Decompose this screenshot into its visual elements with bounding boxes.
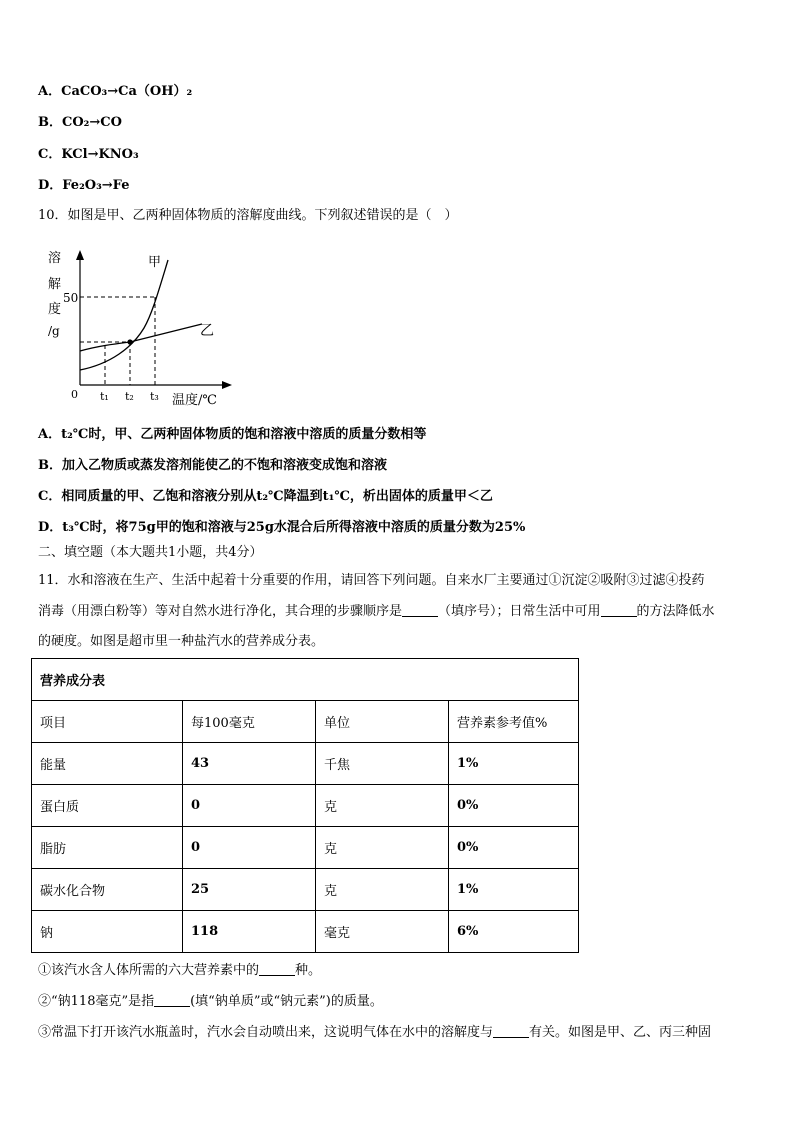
- table-cell: 6%: [449, 911, 579, 953]
- header-cell: 每100毫克: [183, 701, 316, 743]
- sub-question-text: ③常温下打开该汽水瓶盖时，汽水会自动喷出来，这说明气体在水中的溶解度与: [38, 1025, 494, 1040]
- q10-stem: 10．如图是甲、乙两种固体物质的溶解度曲线。下列叙述错误的是（ ）: [38, 208, 458, 223]
- table-cell: 蛋白质: [32, 785, 183, 827]
- q10-option-a: A．t₂℃时，甲、乙两种固体物质的饱和溶液中溶质的质量分数相等: [38, 427, 427, 442]
- x-axis-arrow: [222, 381, 232, 389]
- table-cell: 1%: [449, 869, 579, 911]
- x-tick-t3: t₃: [150, 390, 159, 403]
- option-label: C．: [38, 147, 62, 162]
- sub-question-text: ①该汽水含人体所需的六大营养素中的: [38, 963, 260, 978]
- y-label-2: 解: [48, 277, 62, 292]
- answer-blank[interactable]: [402, 603, 438, 617]
- answer-blank[interactable]: [154, 993, 190, 1007]
- x-tick-t1: t₁: [100, 390, 109, 403]
- q10-option-b: B．加入乙物质或蒸发溶剂能使乙的不饱和溶液变成饱和溶液: [38, 458, 387, 473]
- q9-option-d: [38, 176, 129, 196]
- nutrition-table: [31, 658, 579, 953]
- x-tick-t2: t₂: [125, 390, 134, 403]
- q11-text: （填序号）；日常生活中可用: [438, 604, 601, 619]
- q11-text: 的方法降低水: [636, 604, 715, 619]
- option-text: Fe₂O₃→Fe: [62, 178, 130, 193]
- table-cell: 118: [183, 911, 316, 953]
- table-cell: 克: [316, 869, 449, 911]
- sub-question-3: [38, 1023, 711, 1043]
- table-cell: 克: [316, 827, 449, 869]
- q11-text: 消毒（用漂白粉等）等对自然水进行净化，其合理的步骤顺序是: [38, 604, 403, 619]
- y-label-3: 度: [48, 302, 62, 317]
- table-cell: 25: [183, 869, 316, 911]
- curve-yi: [80, 324, 202, 351]
- sub-question-text: 有关。如图是甲、乙、丙三种固: [529, 1025, 712, 1040]
- section-heading: 二、填空题（本大题共1小题，共4分）: [38, 545, 263, 560]
- table-cell: 0%: [449, 827, 579, 869]
- table-row: [32, 911, 579, 953]
- table-cell: 0%: [449, 785, 579, 827]
- table-row: [32, 743, 579, 785]
- table-cell: 毫克: [316, 911, 449, 953]
- table-cell: 能量: [32, 743, 183, 785]
- q9-option-a: [38, 82, 192, 102]
- table-row: [32, 869, 579, 911]
- table-cell: 千焦: [316, 743, 449, 785]
- header-cell: 单位: [316, 701, 449, 743]
- sub-question-text: ②“钠118毫克”是指: [38, 994, 155, 1009]
- y-tick-50: 50: [63, 291, 79, 305]
- sub-question-text: (填“钠单质”或“钠元素”)的质量。: [190, 994, 383, 1009]
- sub-question-1: [38, 961, 321, 981]
- header-cell: 营养素参考值%: [449, 701, 579, 743]
- intersection-point: [127, 339, 132, 344]
- header-cell: 项目: [32, 701, 183, 743]
- curve-jia-label: 甲: [148, 255, 162, 270]
- option-text: KCl→KNO₃: [61, 147, 139, 162]
- q10-option-d: D．t₃℃时，将75g甲的饱和溶液与25g水混合后所得溶液中溶质的质量分数为25%: [38, 520, 526, 535]
- q11-line-3: 的硬度。如图是超市里一种盐汽水的营养成分表。: [38, 634, 325, 649]
- table-cell: 克: [316, 785, 449, 827]
- y-axis-arrow: [76, 250, 84, 260]
- table-title-row: [32, 659, 579, 701]
- table-cell: 43: [183, 743, 316, 785]
- table-cell: 1%: [449, 743, 579, 785]
- origin-label: 0: [71, 388, 78, 401]
- q11-line-2: [38, 602, 715, 622]
- table-cell: 脂肪: [32, 827, 183, 869]
- sub-question-2: [38, 992, 383, 1012]
- table-cell: 碳水化合物: [32, 869, 183, 911]
- option-text: CO₂→CO: [62, 115, 122, 130]
- sub-question-text: 种。: [295, 963, 322, 978]
- q10-option-c: C．相同质量的甲、乙饱和溶液分别从t₂℃降温到t₁℃，析出固体的质量甲＜乙: [38, 489, 493, 504]
- answer-blank[interactable]: [601, 603, 637, 617]
- table-cell: 钠: [32, 911, 183, 953]
- q11-line-1: 11．水和溶液在生产、生活中起着十分重要的作用，请回答下列问题。自来水厂主要通过①沉淀②吸附③过滤④投药: [38, 573, 705, 588]
- table-cell: 0: [183, 827, 316, 869]
- table-title: 营养成分表: [32, 659, 579, 701]
- y-label-4: /g: [48, 324, 60, 338]
- answer-blank[interactable]: [259, 962, 295, 976]
- table-cell: 0: [183, 785, 316, 827]
- option-label: D．: [38, 178, 63, 193]
- option-label: B．: [38, 115, 62, 130]
- table-row: [32, 785, 579, 827]
- solubility-curve-figure: [40, 248, 240, 413]
- option-text: CaCO₃→Ca（OH）₂: [61, 84, 193, 99]
- y-label-1: 溶: [48, 250, 62, 266]
- q9-option-b: [38, 113, 122, 133]
- x-axis-label: 温度/℃: [172, 393, 217, 408]
- table-row: [32, 827, 579, 869]
- q9-option-c: [38, 145, 139, 165]
- answer-blank[interactable]: [493, 1024, 529, 1038]
- table-header-row: [32, 701, 579, 743]
- option-label: A．: [38, 84, 62, 99]
- curve-yi-label: 乙: [200, 323, 214, 339]
